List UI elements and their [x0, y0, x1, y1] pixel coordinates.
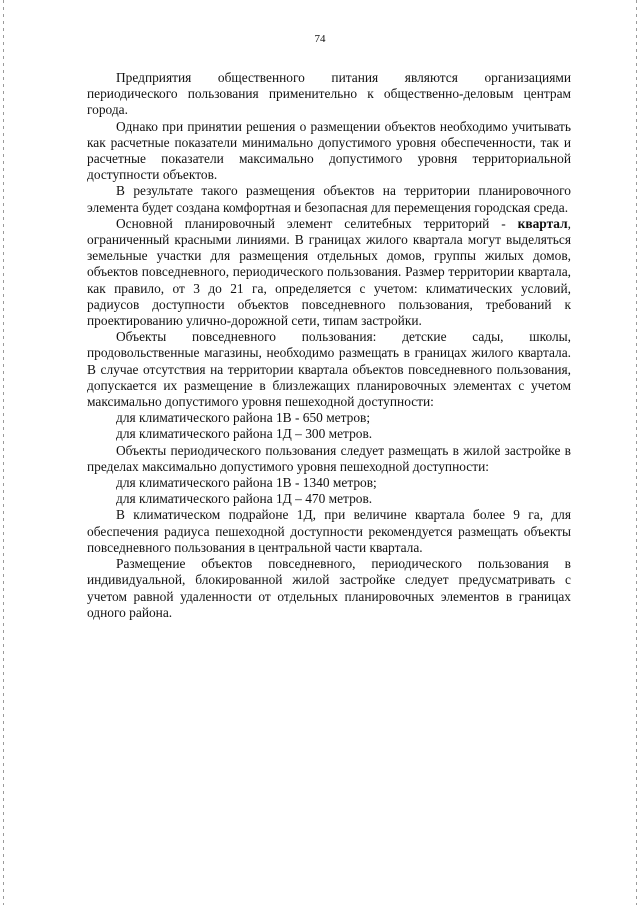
distance-periodic-1v: для климатического района 1В - 1340 метров;: [116, 475, 377, 491]
body-text: [87, 70, 571, 621]
paragraph-catering: Предприятия общественного питания являются организациями периодического пользования применительно к общественно-деловым центрам города.: [87, 70, 571, 118]
block-definition-intro: Основной планировочный элемент селитебных территорий -: [116, 215, 518, 231]
distance-daily-1d: для климатического района 1Д – 300 метров.: [116, 426, 373, 442]
paragraph-subdistrict-1d: В климатическом подрайоне 1Д, при величине квартала более 9 га, для обеспечения радиуса пешеходной доступности рекомендуется размещать объекты повседневного пользования в центральной части квартала.: [87, 507, 571, 555]
paragraph-block-definition: [87, 216, 571, 329]
distance-daily-1v: для климатического района 1В - 650 метров;: [116, 410, 371, 426]
paragraph-periodic-use-objects: Объекты периодического пользования следует размещать в жилой застройке в пределах максимально допустимого уровня пешеходной доступности:: [87, 442, 571, 474]
paragraph-daily-use-objects: Объекты повседневного пользования: детские сады, школы, продовольственные магазины, необходимо размещать в границах жилого квартала. В случае отсутствия на территории квартала объектов повседневного пользования, допускается их размещение в близлежащих планировочных элементах с учетом максимально допустимого уровня пешеходной доступности:: [87, 329, 571, 410]
paragraph-equal-distance: Размещение объектов повседневного, периодического пользования в индивидуальной, блокированной жилой застройке следует предусматривать с учетом равной удаленности от отдельных планировочных элементов в границах одного района.: [87, 556, 571, 620]
scan-edge-right: [636, 0, 637, 905]
distance-periodic-1d: для климатического района 1Д – 470 метров.: [116, 491, 373, 507]
block-definition-rest: , ограниченный красными линиями. В границах жилого квартала могут выделяться земельные участки для размещения отдельных домов, группы жилых домов, объектов повседневного, периодического пользования. Размер территории квартала, как правило, от 3 до 21 га, определяется с учетом: климатических условий, радиусов доступности объектов повседневного пользования, требований к проектированию улично-дорожной сети, типам застройки.: [87, 215, 571, 329]
keyword-kvartal: квартал: [517, 215, 568, 231]
page-number: 74: [314, 33, 326, 45]
scan-edge-left: [3, 0, 4, 905]
paragraph-comfortable-environment: В результате такого размещения объектов на территории планировочного элемента будет создана комфортная и безопасная для перемещения городская среда.: [87, 183, 571, 215]
paragraph-placement-decision: Однако при принятии решения о размещении объектов необходимо учитывать как расчетные показатели минимально допустимого уровня обеспеченности, так и расчетные показатели максимально допустимого уровня территориальной доступности объектов.: [87, 118, 571, 183]
